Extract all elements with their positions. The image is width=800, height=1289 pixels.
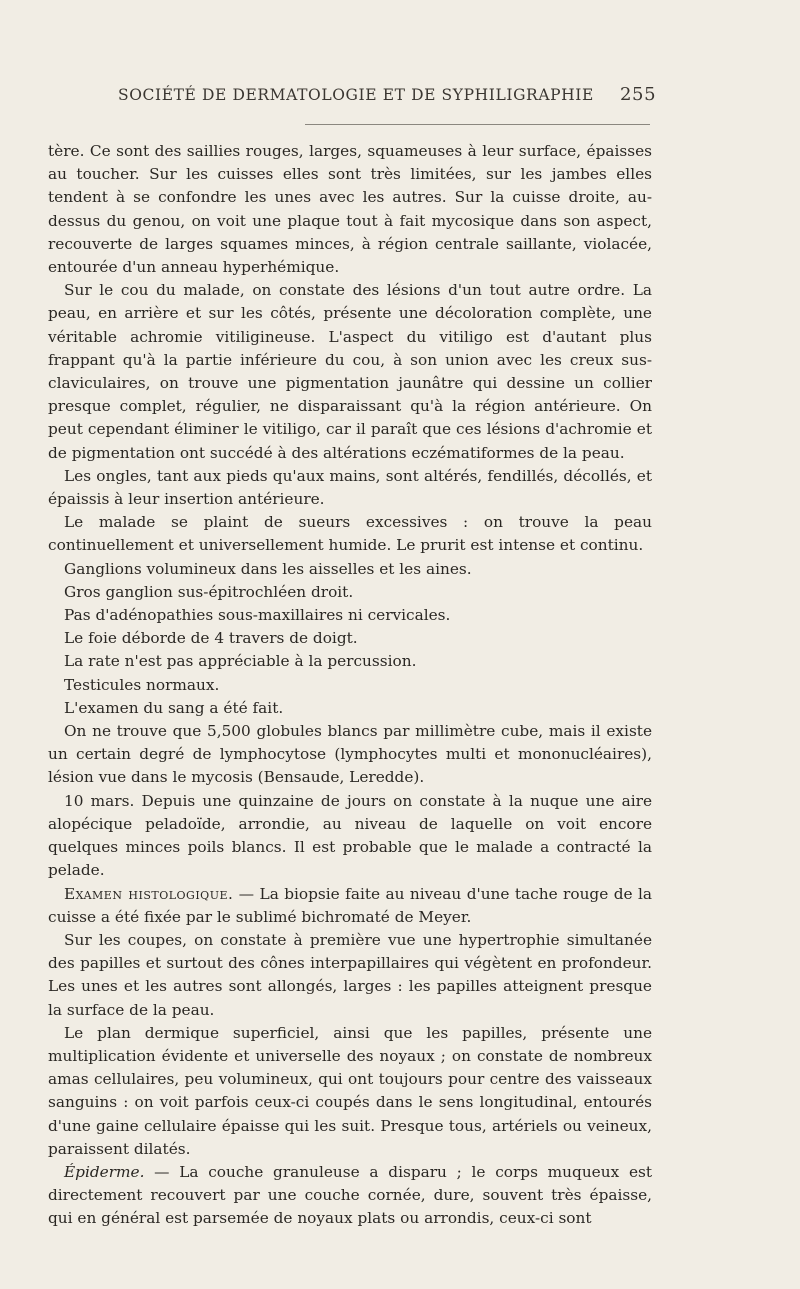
running-head bbox=[48, 84, 657, 112]
paragraph: L'examen du sang a été fait. bbox=[64, 698, 284, 717]
paragraph: Le plan dermique superficiel, ainsi que les papilles, présente une multiplication évidente et universelle des noyaux ; on constate de nombreux amas cellulaires, peu volumineux, qui ont toujours pour centre des vaisseaux sanguins : on voit parfois ceux-ci coupés dans le sens longitudinal, entourés d'une gaine cellulaire épaisse qui les suit. Presque tous, artériels ou veineux, paraissent dilatés. bbox=[48, 1023, 652, 1158]
paragraph: Ganglions volumineux dans les aisselles et les aines. bbox=[64, 559, 472, 578]
paragraph: Sur le cou du malade, on constate des lésions d'un tout autre ordre. La peau, en arrière et sur les côtés, présente une décoloration complète, une véritable achromie vitiligineuse. L'aspect du vitiligo est d'autant plus frappant qu'à la partie inférieure du cou, à son union avec les creux sus-claviculaires, on trouve une pigmentation jaunâtre qui dessine un collier presque complet, régulier, ne disparaissant qu'à la région antérieure. On peut cependant éliminer le vitiligo, car il paraît que ces lésions d'achromie et de pigmentation ont succédé à des altérations eczématiformes de la peau. bbox=[48, 281, 652, 462]
epidermis-paragraph bbox=[48, 1161, 652, 1231]
paragraph: Testicules normaux. bbox=[64, 675, 220, 694]
paragraph: tère. Ce sont des saillies rouges, larges, squameuses à leur surface, épaisses au toucher. Sur les cuisses elles sont très limitées, sur les jambes elles tendent à se confondre les unes avec les autres. Sur la cuisse droite, au-dessus du genou, on voit une plaque tout à fait mycosique dans son aspect, recouverte de larges squames minces, à région centrale saillante, violacée, entourée d'un anneau hyperhémique. bbox=[48, 142, 652, 277]
body-text bbox=[48, 140, 652, 1231]
epidermis-text: — La couche granuleuse a disparu ; le corps muqueux est directement recouvert par une couche cornée, dure, souvent très épaisse, qui en général est parsemée de noyaux plats ou arrondis, ceux-ci sont bbox=[48, 1162, 652, 1228]
histology-paragraph bbox=[48, 883, 652, 929]
header-rule bbox=[305, 124, 650, 125]
paragraph: Sur les coupes, on constate à première vue une hypertrophie simultanée des papilles et surtout des cônes interpapillaires qui végètent en profondeur. Les unes et les autres sont allongés, larges : les papilles atteignent presque la surface de la peau. bbox=[48, 930, 652, 1019]
paragraph: Pas d'adénopathies sous-maxillaires ni cervicales. bbox=[64, 606, 451, 625]
running-head-title: SOCIÉTÉ DE DERMATOLOGIE ET DE SYPHILIGRAPHIE bbox=[118, 86, 594, 104]
histology-text: — La biopsie faite au niveau d'une tache rouge de la cuisse a été fixée par le sublimé bichromaté de Meyer. bbox=[48, 884, 653, 926]
paragraph: Gros ganglion sus-épitrochléen droit. bbox=[64, 582, 354, 601]
paragraph: Les ongles, tant aux pieds qu'aux mains, sont altérés, fendillés, décollés, et épaissis à leur insertion antérieure. bbox=[48, 466, 652, 509]
epidermis-heading: Épiderme. bbox=[64, 1162, 145, 1181]
page-number: 255 bbox=[620, 84, 657, 105]
paragraph: Le malade se plaint de sueurs excessives : on trouve la peau continuellement et universellement humide. Le prurit est intense et continu. bbox=[48, 513, 652, 555]
paragraph: Le foie déborde de 4 travers de doigt. bbox=[64, 629, 358, 648]
paragraph: La rate n'est pas appréciable à la percussion. bbox=[64, 652, 417, 671]
histology-heading: Examen histologique. bbox=[64, 884, 234, 903]
paragraph: 10 mars. Depuis une quinzaine de jours on constate à la nuque une aire alopécique peladoïde, arrondie, au niveau de laquelle on voit encore quelques minces poils blancs. Il est probable que le malade a contracté la pelade. bbox=[48, 791, 652, 880]
paragraph: On ne trouve que 5,500 globules blancs par millimètre cube, mais il existe un certain degré de lymphocytose (lymphocytes multi et mononucléaires), lésion vue dans le mycosis (Bensaude, Leredde). bbox=[48, 722, 652, 787]
